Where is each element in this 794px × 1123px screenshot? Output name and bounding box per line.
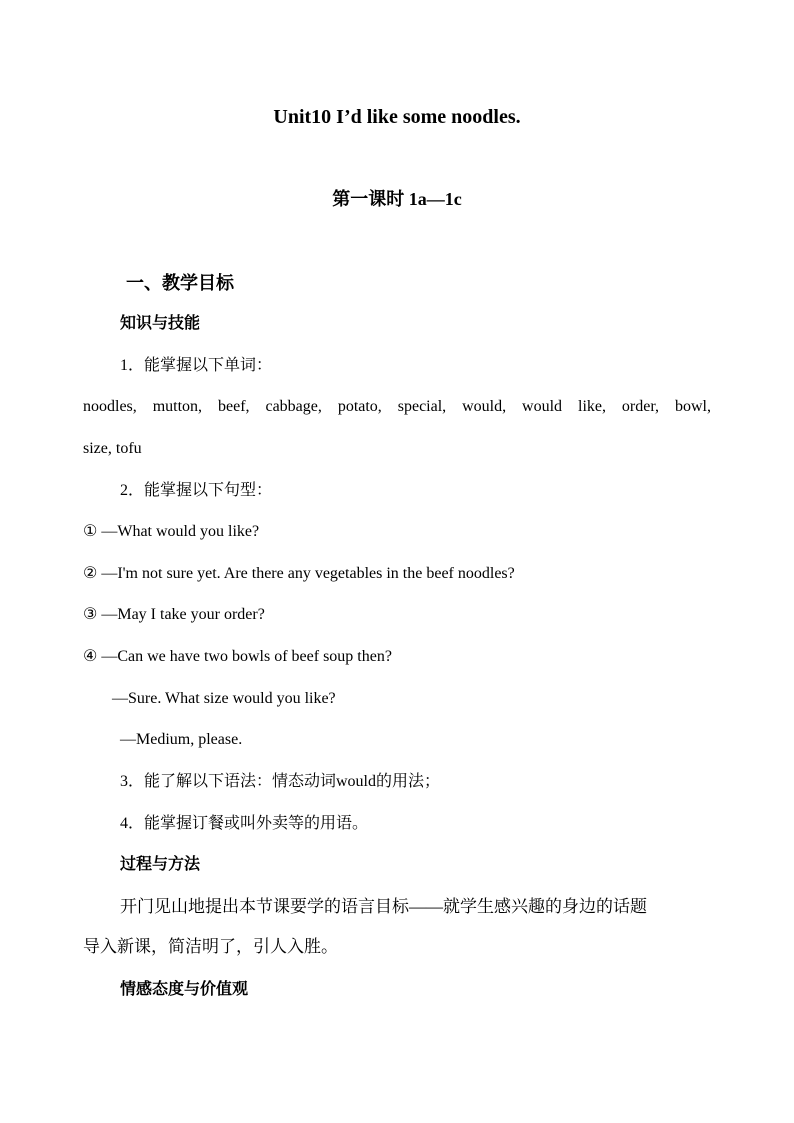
section-heading-objectives: 一、教学目标 bbox=[126, 273, 234, 293]
objective-item-2: 2．能掌握以下句型： bbox=[120, 482, 273, 499]
subheading-knowledge-skills: 知识与技能 bbox=[120, 315, 201, 332]
sentence-pattern-2: ② —I'm not sure yet. Are there any vegetables in the beef noodles? bbox=[83, 565, 515, 582]
subheading-process-methods: 过程与方法 bbox=[120, 856, 201, 873]
subheading-attitude-values: 情感态度与价值观 bbox=[120, 981, 249, 998]
process-paragraph-line-1: 开门见山地提出本节课要学的语言目标——就学生感兴趣的身边的话题 bbox=[120, 897, 647, 916]
objective-item-3: 3．能了解以下语法：情态动词would的用法； bbox=[120, 773, 441, 790]
vocabulary-line-1: noodles, mutton, beef, cabbage, potato, special, would, would like, order, bowl, bbox=[83, 398, 711, 415]
lesson-subtitle: 第一课时 1a—1c bbox=[332, 189, 462, 209]
vocabulary-line-2: size, tofu bbox=[83, 440, 142, 457]
sentence-reply-2: —Medium, please. bbox=[120, 731, 243, 748]
sentence-pattern-4: ④ —Can we have two bowls of beef soup then? bbox=[83, 648, 392, 665]
process-paragraph-line-2: 导入新课，简洁明了，引人入胜。 bbox=[83, 937, 338, 956]
sentence-reply-1: —Sure. What size would you like? bbox=[112, 690, 336, 707]
document-title: Unit10 I’d like some noodles. bbox=[273, 106, 521, 128]
objective-item-1: 1．能掌握以下单词： bbox=[120, 357, 273, 374]
sentence-pattern-3: ③ —May I take your order? bbox=[83, 606, 265, 623]
objective-item-4: 4．能掌握订餐或叫外卖等的用语。 bbox=[120, 815, 369, 832]
sentence-pattern-1: ① —What would you like? bbox=[83, 523, 260, 540]
